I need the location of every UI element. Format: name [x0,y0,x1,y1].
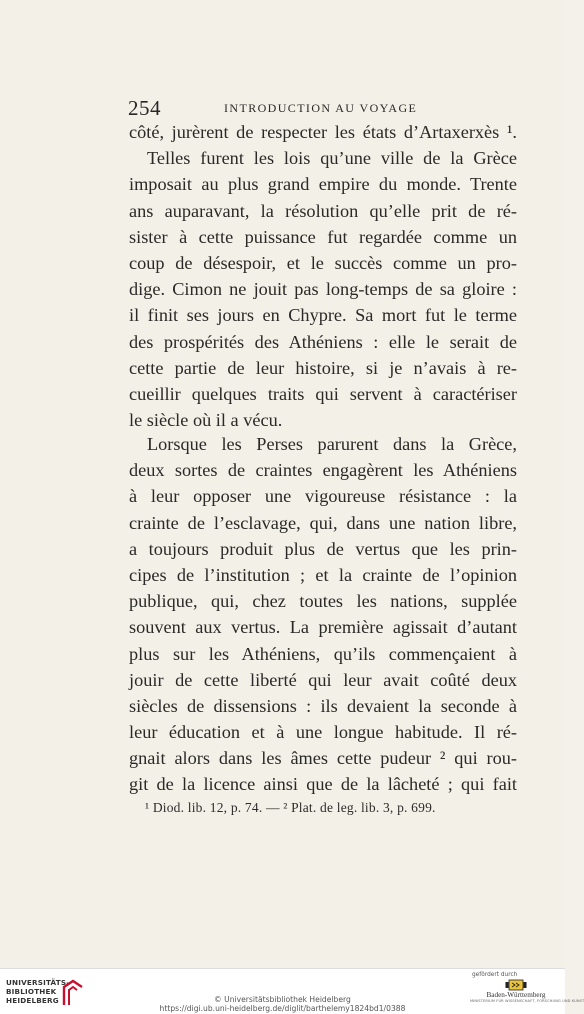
text-line: côté, jurèrent de respecter les états d’Artaxerxès ¹. [129,122,517,142]
text-line: gnait alors dans les âmes cette pudeur ² qui rou- [129,748,517,769]
text-line: ans auparavant, la résolution qu’elle prit de ré- [129,200,517,221]
text-line: jouir de cette liberté qui leur avait coûté deux [129,669,517,690]
footnotes: ¹ Diod. lib. 12, p. 74. — ² Plat. de leg. lib. 3, p. 699. [145,800,436,815]
page-header [128,96,438,118]
text-line: a toujours produit plus de vertus que les prin- [129,538,517,559]
paragraph-2 [129,431,517,798]
funded-by-label: gefördert durch [472,972,518,978]
copyright-notice: © Universitätsbibliothek Heidelberg [214,995,351,1004]
text-line: leur éducation et à une longue habitude. Il ré- [129,722,517,743]
text-line: publique, qui, chez toutes les nations, supplée [129,591,517,612]
text-line: à leur opposer une vigoureuse résistance : la [129,486,517,507]
library-name: UNIVERSITÄTS- BIBLIOTHEK HEIDELBERG [6,978,70,1005]
text-line: il finit ses jours en Chypre. Sa mort fut le terme [129,305,517,326]
text-line: cette partie de leur histoire, si je n’avais à re- [129,357,517,378]
sponsor-subtitle: MINISTERIUM FÜR WISSENSCHAFT, FORSCHUNG UND KUNST [470,999,584,1003]
text-line: dige. Cimon ne jouit pas long-temps de sa gloire : [129,279,517,300]
text-line: siècles de dissensions : ils devaient la seconde à [129,695,517,716]
text-line: imposait au plus grand empire du monde. Trente [129,174,517,195]
text-line: le siècle où il a vécu. [129,410,283,431]
page-number: 254 [128,96,161,120]
text-line: sister à cette puissance fut regardée comme un [129,226,517,247]
text-line: cipes de l’institution ; et la crainte de l’opinion [129,564,517,585]
viewer-footer [0,968,584,1014]
permalink[interactable]: https://digi.ub.uni-heidelberg.de/diglit/barthelemy1824bd1/0388 [159,1004,406,1013]
text-line: deux sortes de craintes engagèrent les Athéniens [129,460,517,481]
text-line: cueillir quelques traits qui servent à caractériser [129,383,517,404]
running-title: INTRODUCTION AU VOYAGE [224,101,418,115]
sponsor-name: Baden-Württemberg [486,991,546,999]
text-line: Lorsque les Perses parurent dans la Grèce, [147,434,517,454]
text-line: coup de désespoir, et le succès comme un pro- [129,252,517,273]
text-line: git de la licence ainsi que de la lâcheté ; qui fait [129,774,517,795]
paragraph-1 [129,119,517,433]
text-line: plus sur les Athéniens, qu’ils commençaient à [129,643,517,664]
text-line: des prospérités des Athéniens : elle le serait de [129,331,517,352]
coat-of-arms-icon [505,979,527,991]
text-line: crainte de l’esclavage, qui, dans une nation libre, [129,512,517,533]
text-line: souvent aux vertus. La première agissait d’autant [129,617,517,638]
text-line: Telles furent les lois qu’une ville de la Grèce [147,148,517,169]
sponsor-logo[interactable] [470,972,584,1012]
